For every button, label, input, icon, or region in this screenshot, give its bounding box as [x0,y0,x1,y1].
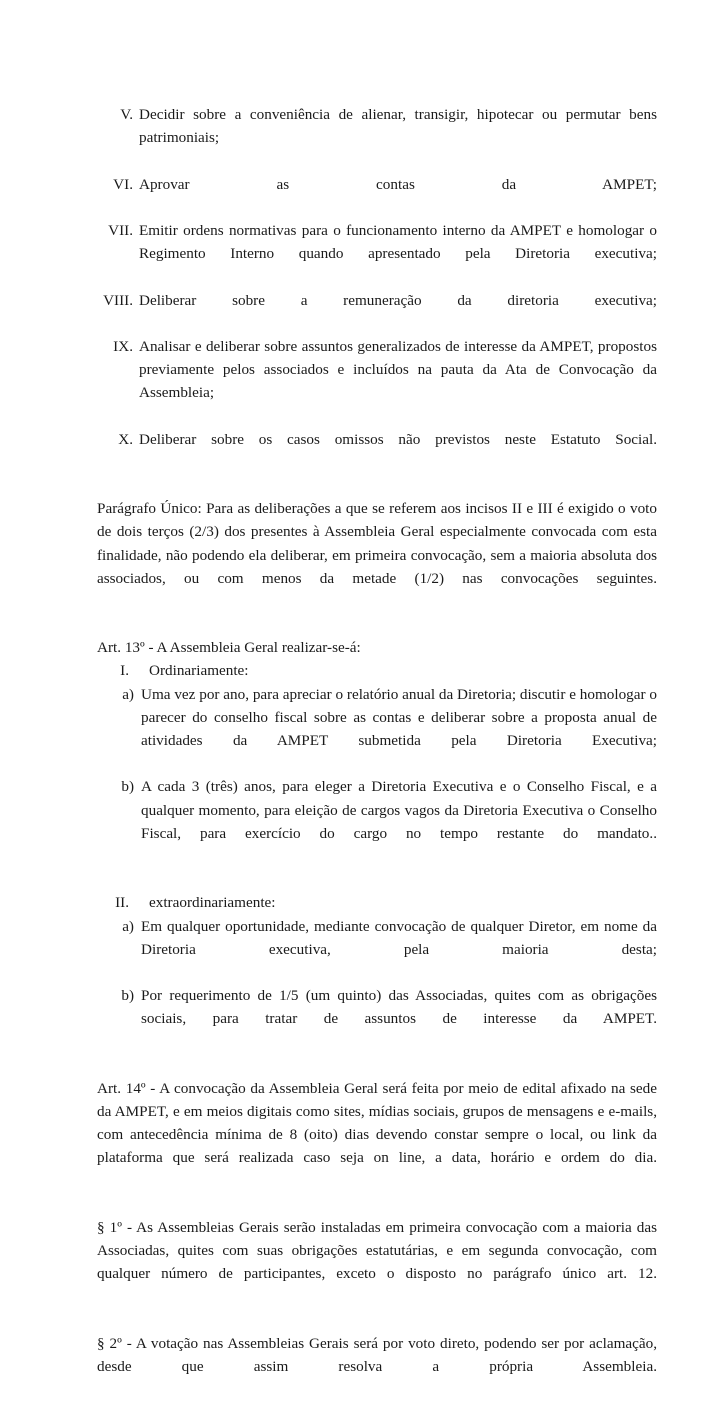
list-item [97,219,657,289]
list-marker: VI. [113,175,133,193]
spacer [97,868,657,891]
section-label: Ordinariamente: [149,662,249,680]
list-item [97,289,657,335]
list-item-text: A cada 3 (três) anos, para eleger a Diretoria Executiva e o Conselho Fiscal, e a qualquer momento, para eleição de cargos vagos da Diretoria Executiva o Conselho Fiscal, para exercício do cargo no tempo restante do mandato.. [141,778,657,842]
list-marker: a) [122,685,134,703]
list-marker: VIII. [103,291,133,309]
list-marker: VII. [108,222,133,240]
section-marker: II. [115,894,129,912]
list-marker: b) [121,778,134,796]
list-item [97,428,657,474]
list-item-text: Decidir sobre a conveniência de alienar, transigir, hipotecar ou permutar bens patrimoniais; [139,106,657,147]
list-item [97,683,657,776]
list-item [97,335,657,428]
spacer [97,1309,657,1332]
list-marker: a) [122,917,134,935]
spacer [97,1054,657,1077]
art-14-paragraph: Art. 14º - A convocação da Assembleia Geral será feita por meio de edital afixado na sede da AMPET, e em meios digitais como sites, mídias sociais, grupos de mensagens e e-mails, com antecedência mínima de 8 (oito) dias devendo constar sempre o local, ou link da plataforma que será realizada caso seja on line, a data, horário e ordem do dia. [97,1079,657,1167]
list-marker: IX. [113,338,133,356]
section-label: extraordinariamente: [149,894,276,912]
list-item-text: Emitir ordens normativas para o funcionamento interno da AMPET e homologar o Regimento Interno quando apresentado pela Diretoria executiva; [139,222,657,263]
list-item-text: Em qualquer oportunidade, mediante convocação de qualquer Diretor, em nome da Diretoria executiva, pela maioria desta; [141,917,657,958]
paragrafo-unico: Parágrafo Único: Para as deliberações a que se referem aos incisos II e III é exigido o voto de dois terços (2/3) dos presentes à Assembleia Geral especialmente convocada com esta finalidade, não podendo ela deliberar, em primeira convocação, sem a maioria absoluta dos associados, ou com menos da metade (1/2) nas convocações seguintes. [97,500,657,587]
list-marker: V. [120,106,133,123]
list-item-text: Deliberar sobre a remuneração da diretoria executiva; [139,291,657,309]
art-13-heading: Art. 13º - A Assembleia Geral realizar-se-á: [97,639,361,657]
list-item-text: Por requerimento de 1/5 (um quinto) das Associadas, quites com as obrigações sociais, para tratar de assuntos de interesse da AMPET. [141,987,657,1028]
paragrafo-2: § 2º - A votação nas Assembleias Gerais será por voto direto, podendo ser por aclamação, desde que assim resolva a própria Assembleia. [97,1334,657,1375]
list-item [97,173,657,219]
roman-numeral-list [97,103,657,474]
list-item-text: Analisar e deliberar sobre assuntos generalizados de interesse da AMPET, propostos previamente pelos associados e incluídos na pauta da Ata de Convocação da Assembleia; [139,338,657,402]
list-marker: X. [118,430,133,448]
art-13-section-i-items [97,683,657,869]
art-13-section-ii-items [97,915,657,1054]
list-item-text: Uma vez por ano, para apreciar o relatório anual da Diretoria; discutir e homologar o parecer do conselho fiscal sobre as contas e deliberar sobre a proposta anual de atividades da AMPET submetida pela Diretoria Executiva; [141,685,657,750]
paragrafo-1: § 1º - As Assembleias Gerais serão instaladas em primeira convocação com a maioria das Associadas, quites com suas obrigações estatutárias, e em segunda convocação, com qualquer número de participantes, exceto o disposto no parágrafo único art. 12. [97,1218,657,1283]
list-marker: b) [121,987,134,1005]
spacer [97,613,657,636]
list-item [97,775,657,868]
art-13-section-ii [97,891,657,914]
section-marker: I. [120,662,129,680]
spacer [97,474,657,497]
list-item [97,984,657,1054]
list-item-text: Deliberar sobre os casos omissos não previstos neste Estatuto Social. [139,430,657,448]
list-item [97,103,657,173]
spacer [97,1193,657,1216]
art-13-section-i [97,659,657,682]
list-item [97,915,657,985]
list-item-text: Aprovar as contas da AMPET; [139,175,657,193]
